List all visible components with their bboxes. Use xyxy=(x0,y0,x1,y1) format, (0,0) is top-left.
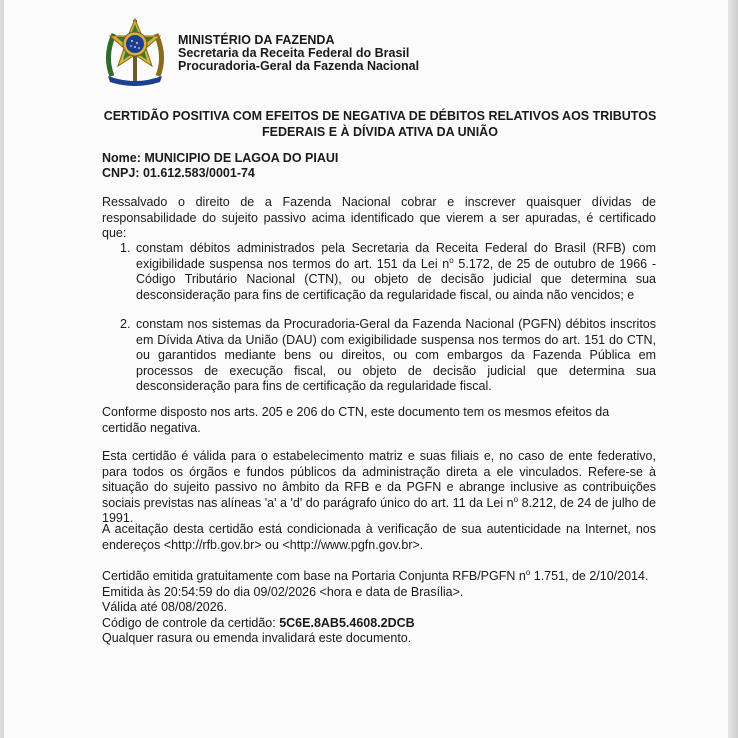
taxpayer-identification xyxy=(102,151,338,181)
issuance-basis: Certidão emitida gratuitamente com base na Portaria Conjunta RFB/PGFN $n^o$ 1.751, de 2/10/2014. xyxy=(102,567,649,583)
document-header xyxy=(102,16,702,88)
document-title xyxy=(100,108,660,140)
list-item-text: constam nos sistemas da Procuradoria-Geral da Fazenda Nacional (PGFN) débitos inscritos em Dívida Ativa da União (DAU) com exigibilidade suspensa nos termos do art. 151 do CTN, ou garantidos mediante bens ou direitos, ou com embargos da Fazenda Pública em processos de execução fiscal, ou objeto de decisão judicial que determina sua desconsideração para fins de certificação da regularidade fiscal. xyxy=(136,317,656,393)
taxpayer-cnpj: CNPJ: 01.612.583/0001-74 xyxy=(102,166,255,180)
control-code-line: Código de controle da certidão: 5C6E.8AB5.4608.2DCB xyxy=(102,615,415,630)
title-line-2: FEDERAIS E À DÍVIDA ATIVA DA UNIÃO xyxy=(262,125,498,139)
validity-date: Válida até 08/08/2026. xyxy=(102,600,228,614)
erasure-notice: Qualquer rasura ou emenda invalidará este documento. xyxy=(102,631,412,645)
certificate-page xyxy=(4,0,728,738)
page-edge-shadow xyxy=(728,0,738,738)
secretariat-name: Secretaria da Receita Federal do Brasil xyxy=(178,46,410,60)
intro-paragraph: Ressalvado o direito de a Fazenda Nacional cobrar e inscrever quaisquer dívidas de responsabilidade do sujeito passivo acima identificado que vierem a ser apuradas, é certificado que: xyxy=(102,195,656,240)
conformity-paragraph: Conforme disposto nos arts. 205 e 206 do CTN, este documento tem os mesmos efeitos da certidão negativa. xyxy=(102,405,610,435)
brazil-coat-of-arms-icon xyxy=(102,16,168,88)
title-line-1: CERTIDÃO POSITIVA COM EFEITOS DE NEGATIVA DE DÉBITOS RELATIVOS AOS TRIBUTOS xyxy=(103,109,657,123)
issuance-details xyxy=(102,569,662,647)
control-code: 5C6E.8AB5.4608.2DCB xyxy=(279,615,415,630)
list-item-number: 2. xyxy=(120,317,131,331)
procuradoria-name: Procuradoria-Geral da Fazenda Nacional xyxy=(178,59,420,73)
validity-paragraph: Esta certidão é válida para o estabelecimento matriz e suas filiais e, no caso de ente federativo, para todos os órgãos e fundos públicos da administração direta a ele vinculados. Refere-se à situação do sujeito passivo no âmbito da RFB e da PGFN e abrange inclusive as contribuições sociais previstas nas alíneas 'a' a 'd' do parágrafo único do art. 11 da Lei $n^o$ 8.212, de 24 de julho de 1991. xyxy=(102,449,656,525)
acceptance-paragraph: A aceitação desta certidão está condicionada à verificação de sua autenticidade na Internet, nos endereços <http://rfb.gov.br> ou <http://www.pgfn.gov.br>. xyxy=(102,522,656,552)
issuance-datetime: Emitida às 20:54:59 do dia 09/02/2026 <hora e data de Brasília>. xyxy=(102,584,464,599)
taxpayer-name: Nome: MUNICIPIO DE LAGOA DO PIAUI xyxy=(102,151,339,165)
list-item-text: constam débitos administrados pela Secretaria da Receita Federal do Brasil (RFB) com exigibilidade suspensa nos termos do art. 151 da Lei $n^o$ 5.172, de 25 de outubro de 1966 - Código Tributário Nacional (CTN), ou objeto de decisão judicial que determina sua desconsideração para fins de certificação da regularidade fiscal, ou ainda não vencidos; e xyxy=(136,241,656,302)
ministry-name: MINISTÉRIO DA FAZENDA xyxy=(178,33,335,47)
list-item-number: 1. xyxy=(120,241,131,255)
